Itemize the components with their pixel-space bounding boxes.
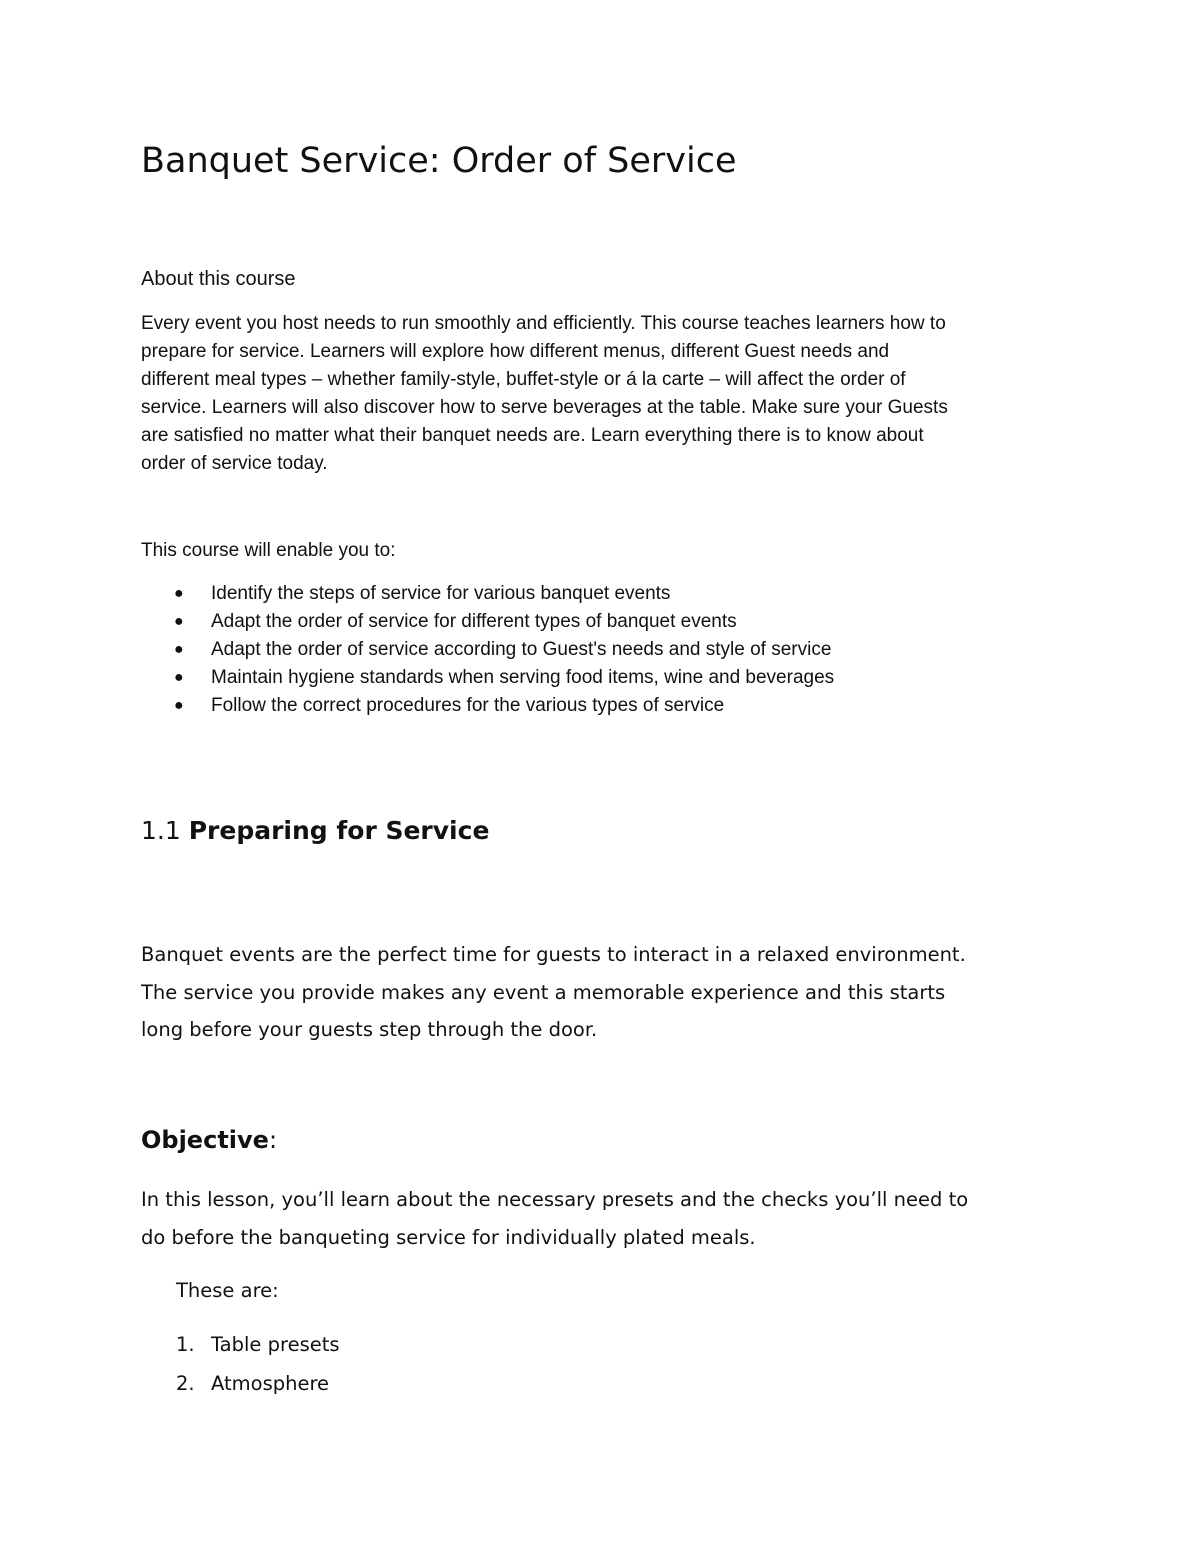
objective-line: In this lesson, you’ll learn about the necessary presets and the checks you’ll need to bbox=[141, 1188, 969, 1211]
outcome-item bbox=[141, 664, 834, 692]
bullet-icon: ● bbox=[174, 641, 184, 658]
outcome-text: Adapt the order of service according to Guest's needs and style of service bbox=[211, 639, 832, 660]
intro-line: Every event you host needs to run smoothly and efficiently. This course teaches learners how to bbox=[141, 313, 946, 334]
section-paragraph-line: Banquet events are the perfect time for guests to interact in a relaxed environment. bbox=[141, 943, 966, 966]
about-heading: About this course bbox=[141, 268, 296, 290]
intro-paragraph bbox=[141, 310, 1061, 478]
objective-list-text: Table presets bbox=[211, 1333, 340, 1356]
bullet-icon: ● bbox=[174, 585, 184, 602]
these-are-label: These are: bbox=[176, 1279, 279, 1302]
outcome-text: Identify the steps of service for various banquet events bbox=[211, 583, 671, 604]
outcomes-list bbox=[141, 580, 834, 720]
bullet-icon: ● bbox=[174, 669, 184, 686]
outcome-item bbox=[141, 692, 834, 720]
outcome-text: Adapt the order of service for different types of banquet events bbox=[211, 611, 737, 632]
outcome-item bbox=[141, 636, 834, 664]
objective-list bbox=[141, 1326, 340, 1403]
outcome-item bbox=[141, 608, 834, 636]
section-paragraph bbox=[141, 936, 966, 1049]
section-title: Preparing for Service bbox=[188, 816, 490, 845]
outcome-text: Maintain hygiene standards when serving food items, wine and beverages bbox=[211, 667, 835, 688]
outcome-item bbox=[141, 580, 834, 608]
objective-paragraph bbox=[141, 1181, 968, 1256]
objective-heading-colon: : bbox=[268, 1126, 278, 1154]
outcome-text: Follow the correct procedures for the various types of service bbox=[211, 695, 725, 716]
list-number: 1. bbox=[176, 1333, 195, 1356]
section-paragraph-line: The service you provide makes any event a memorable experience and this starts bbox=[141, 980, 946, 1004]
objective-line: do before the banqueting service for individually plated meals. bbox=[141, 1225, 756, 1249]
list-number: 2. bbox=[176, 1371, 195, 1395]
objective-list-item bbox=[141, 1326, 340, 1365]
bullet-icon: ● bbox=[174, 697, 184, 714]
intro-line: different meal types – whether family-style, buffet-style or á la carte – will affect the order of bbox=[141, 369, 906, 390]
intro-line: are satisfied no matter what their banquet needs are. Learn everything there is to know about bbox=[141, 425, 924, 446]
enable-heading: This course will enable you to: bbox=[141, 540, 396, 561]
section-heading bbox=[141, 814, 489, 848]
objective-list-item bbox=[141, 1365, 340, 1404]
bullet-icon: ● bbox=[174, 613, 184, 630]
intro-line: service. Learners will also discover how to serve beverages at the table. Make sure your Guests bbox=[141, 397, 948, 418]
document-title: Banquet Service: Order of Service bbox=[141, 141, 737, 181]
intro-line: order of service today. bbox=[141, 453, 328, 474]
objective-heading bbox=[141, 1123, 277, 1157]
section-number: 1.1 bbox=[141, 816, 181, 845]
intro-line: prepare for service. Learners will explore how different menus, different Guest needs and bbox=[141, 341, 890, 362]
section-paragraph-line: long before your guests step through the door. bbox=[141, 1018, 598, 1041]
objective-heading-text: Objective bbox=[141, 1126, 269, 1154]
objective-list-text: Atmosphere bbox=[211, 1371, 330, 1395]
